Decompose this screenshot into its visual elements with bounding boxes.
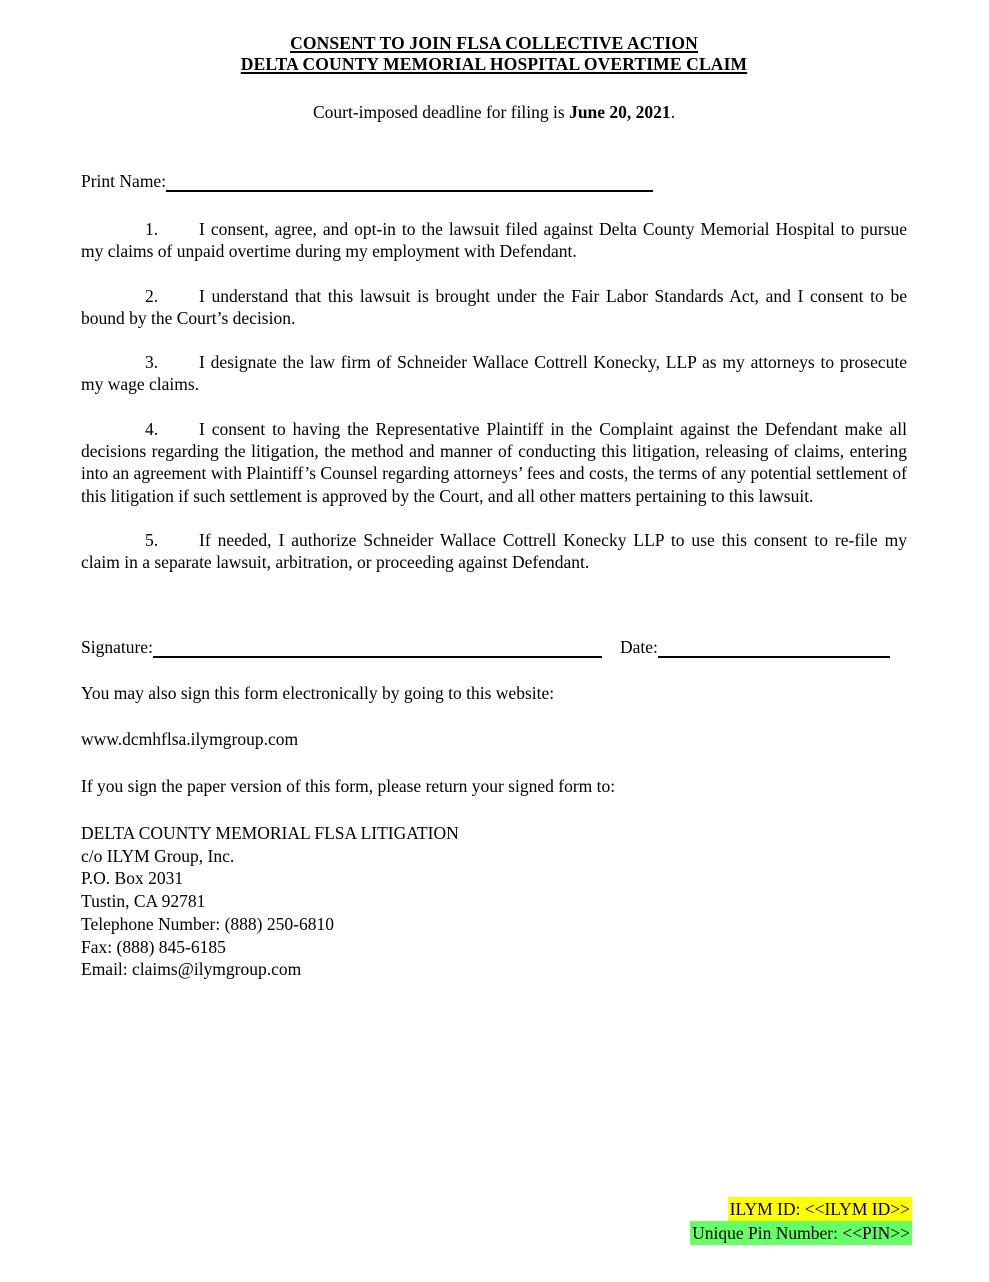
consent-item-text: I consent to having the Representative Plaintiff in the Complaint against the Defendant make all decisions regarding the litigation, the method and manner of conducting this litigation, releasing of claims, entering into an agreement with Plaintiff’s Counsel regarding attorneys’ fees and costs, the terms of any potential settlement of this litigation if such settlement is approved by the Court, and all other matters pertaining to this lawsuit. — [81, 418, 907, 506]
ilym-id-row — [690, 1197, 912, 1221]
consent-item-text: If needed, I authorize Schneider Wallace Cottrell Konecky LLP to use this consent to re-file my claim in a separate lawsuit, arbitration, or proceeding against Defendant. — [81, 529, 907, 573]
date-input-line[interactable] — [658, 639, 890, 658]
pin-row — [690, 1221, 912, 1245]
consent-item-number: 3. — [145, 352, 159, 373]
print-name-input-line[interactable] — [166, 173, 653, 192]
deadline-date: June 20, 2021 — [569, 102, 671, 122]
deadline-prefix: Court-imposed deadline for filing is — [312, 102, 570, 122]
consent-item — [81, 351, 907, 396]
address-line: DELTA COUNTY MEMORIAL FLSA LITIGATION — [81, 823, 459, 844]
consent-item — [81, 418, 907, 507]
title-line-1-text: CONSENT TO JOIN FLSA COLLECTIVE ACTION — [290, 33, 698, 53]
consent-item-text: I designate the law firm of Schneider Wallace Cottrell Konecky, LLP as my attorneys to prosecute my wage claims. — [81, 352, 907, 395]
deadline-suffix: . — [670, 102, 676, 122]
title-line-2 — [81, 54, 907, 75]
address-line: c/o ILYM Group, Inc. — [81, 845, 235, 866]
signature-label: Signature: — [81, 636, 153, 657]
title-line-1 — [81, 33, 907, 54]
consent-item-number: 4. — [145, 418, 159, 439]
consent-item-number: 2. — [145, 285, 159, 306]
filing-deadline — [81, 102, 907, 123]
consent-item-number: 5. — [145, 529, 159, 550]
date-label: Date: — [619, 636, 658, 657]
signature-date-row[interactable] — [81, 636, 907, 658]
address-email: Email: claims@ilymgroup.com — [81, 959, 302, 980]
consent-item — [81, 285, 907, 330]
footer-identifiers — [690, 1197, 912, 1245]
document-body — [81, 0, 907, 981]
signing-website-url[interactable]: www.dcmhflsa.ilymgroup.com — [81, 729, 299, 750]
paper-return-notice: If you sign the paper version of this form, please return your signed form to: — [81, 775, 616, 796]
address-fax: Fax: (888) 845-6185 — [81, 936, 226, 957]
title-line-2-text: DELTA COUNTY MEMORIAL HOSPITAL OVERTIME CLAIM — [240, 54, 748, 74]
consent-item — [81, 218, 907, 263]
unique-pin-badge: Unique Pin Number: <<PIN>> — [692, 1223, 910, 1243]
consent-item — [81, 529, 907, 574]
consent-item-text: I understand that this lawsuit is brought under the Fair Labor Standards Act, and I consent to be bound by the Court’s decision. — [81, 285, 907, 328]
print-name-field[interactable] — [81, 170, 907, 192]
address-phone: Telephone Number: (888) 250-6810 — [81, 913, 334, 934]
ilym-id-badge: ILYM ID: <<ILYM ID>> — [729, 1199, 910, 1219]
print-name-label: Print Name: — [81, 171, 167, 191]
address-line: P.O. Box 2031 — [81, 868, 184, 889]
signature-input-line[interactable] — [153, 639, 602, 658]
consent-item-text: I consent, agree, and opt-in to the lawsuit filed against Delta County Memorial Hospital to pursue my claims of unpaid overtime during my employment with Defendant. — [81, 219, 907, 262]
address-line: Tustin, CA 92781 — [81, 891, 206, 912]
document-title — [81, 0, 907, 75]
return-address-block — [81, 822, 907, 981]
consent-item-number: 1. — [145, 219, 159, 239]
electronic-signing-notice: You may also sign this form electronically by going to this website: — [81, 682, 555, 703]
